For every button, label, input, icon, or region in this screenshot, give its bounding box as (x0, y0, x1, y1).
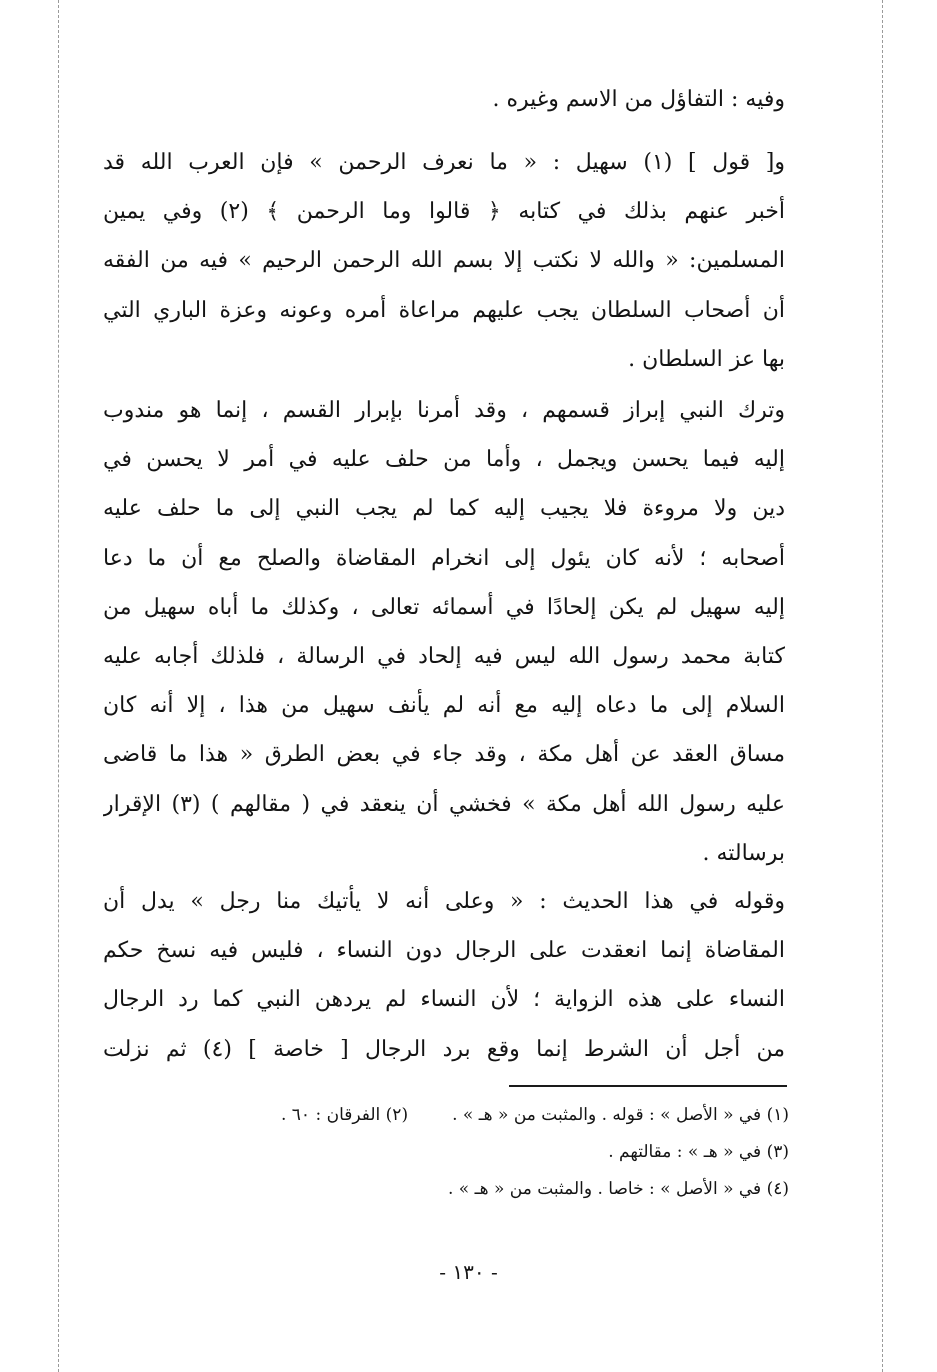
footnote-separator (509, 1085, 787, 1087)
text-line: المقاضاة إنما انعقدت على الرجال دون النساء ، فليس فيه نسخ حكم (103, 938, 785, 964)
footnote-1: (١) في « الأصل » : قوله . والمثبت من « هـ » . (452, 1105, 789, 1125)
text-line: إليه فيما يحسن ويجمل ، وأما من حلف عليه في أمر لا يحسن في (103, 447, 785, 473)
text-line: السلام إلى ما دعاه إليه مع أنه لم يأنف سهيل من هذا ، إلا أنه كان (103, 693, 785, 719)
text-line: برسالته . (702, 840, 785, 866)
paragraph-3 (103, 386, 785, 878)
paragraph-2 (103, 138, 785, 384)
text-line: أخبر عنهم بذلك في كتابه ﴿ قالوا وما الرحمن ﴾ (٢) وفي يمين (103, 199, 785, 225)
right-margin-guide-line (882, 0, 883, 1372)
footnote-row (103, 1097, 789, 1134)
text-line: وقوله في هذا الحديث : « وعلى أنه لا يأتيك منا رجل » يدل أن (103, 889, 785, 914)
text-line: بها عز السلطان . (628, 346, 785, 372)
text-line: أن أصحاب السلطان يجب عليهم مراعاة أمره وعونه وعزة الباري التي (103, 297, 785, 323)
footnote-row (103, 1171, 789, 1208)
footnote-4: (٤) في « الأصل » : خاصا . والمثبت من « هـ » . (447, 1179, 789, 1199)
footnotes (103, 1097, 789, 1208)
text-line: من أجل أن الشرط إنما وقع برد الرجال [ خاصة ] (٤) ثم نزلت (103, 1036, 785, 1062)
text-line: أصحابه ؛ لأنه كان يئول إلى انخرام المقاضاة والصلح مع أن ما دعا (103, 545, 785, 571)
text-line: إليه سهيل لم يكن إلحادًا في أسمائه تعالى ، وكذلك ما أباه سهيل من (103, 594, 785, 620)
left-margin-guide-line (58, 0, 59, 1372)
paragraph-4 (103, 877, 785, 1074)
text-line: النساء على هذه الزواية ؛ لأن النساء لم يردهن النبي كما رد الرجال (103, 987, 785, 1013)
text-line: مساق العقد عن أهل مكة ، وقد جاء في بعض الطرق « هذا ما قاضى (103, 742, 785, 768)
text-line: عليه رسول الله أهل مكة » فخشي أن ينعقد في ( مقالهم ) (٣) الإقرار (103, 791, 785, 817)
text-line: دين ولا مروءة فلا يجيب إليه كما لم يجب النبي إلى ما حلف عليه (103, 496, 785, 522)
footnote-2: (٢) الفرقان : ٦٠ . (280, 1105, 409, 1125)
text-line: و[ قول ] (١) سهيل : « ما نعرف الرحمن » فإن العرب الله قد (103, 150, 785, 175)
footnote-row (103, 1134, 789, 1171)
paragraph-1 (103, 75, 785, 124)
text-line: وترك النبي إبراز قسمهم ، وقد أمرنا بإبرار القسم ، إنما هو مندوب (103, 398, 785, 423)
page-number: - ١٣٠ - (439, 1260, 498, 1284)
footnote-3: (٣) في « هـ » : مقالتهم . (608, 1142, 789, 1162)
text-line: المسلمين: « والله لا نكتب إلا بسم الله الرحمن الرحيم » فيه من الفقه (103, 248, 785, 274)
text-line: كتابة محمد رسول الله ليس فيه إلحاد في الرسالة ، فلذلك أجابه عليه (103, 643, 785, 669)
text-line: وفيه : التفاؤل من الاسم وغيره . (492, 87, 785, 112)
